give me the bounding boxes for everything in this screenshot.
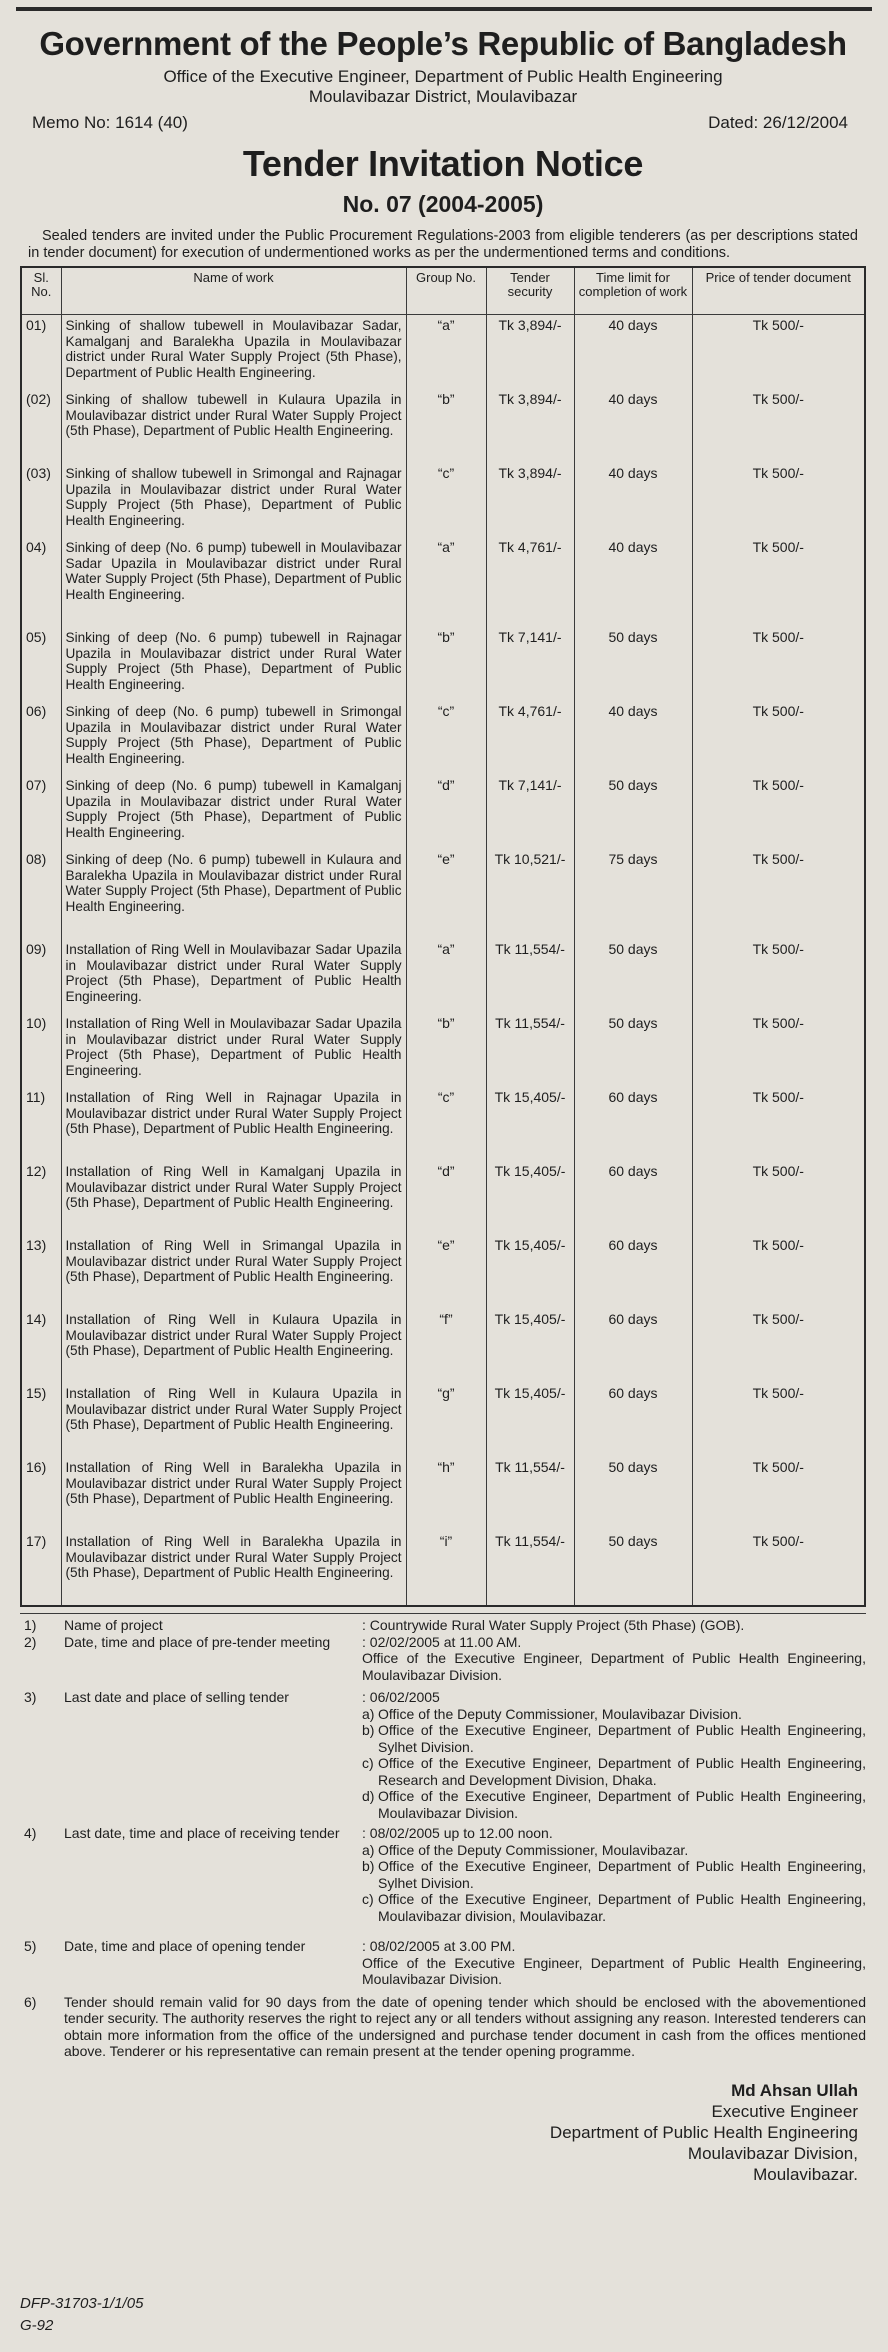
condition-value	[362, 1634, 866, 1684]
condition-label: Name of project	[64, 1617, 163, 1633]
cell-time: 40 days	[574, 315, 692, 390]
cell-sl: 04)	[21, 537, 61, 627]
condition-value	[362, 1689, 866, 1821]
cell-group: “d”	[406, 1161, 486, 1235]
cell-time: 50 days	[574, 939, 692, 1013]
cell-security: Tk 15,405/-	[486, 1161, 574, 1235]
cell-name: Sinking of deep (No. 6 pump) tubewell in Kulaura and Baralekha Upazila in Moulavibazar district under Rural Water Supply Project (5th Phase), Department of Public Health Engineering.	[61, 849, 406, 939]
cell-sl: 12)	[21, 1161, 61, 1235]
cell-price: Tk 500/-	[692, 1013, 865, 1087]
cell-price: Tk 500/-	[692, 701, 865, 775]
cell-group: “e”	[406, 849, 486, 939]
sub-text: Office of the Executive Engineer, Department of Public Health Engineering, Moulavibazar Division.	[378, 1788, 866, 1821]
header-price: Price of tender document	[692, 267, 865, 315]
header-name: Name of work	[61, 267, 406, 315]
condition-6	[20, 1994, 866, 2060]
table-row	[21, 1013, 865, 1087]
sub-item	[362, 1706, 866, 1723]
memo-number: Memo No: 1614 (40)	[32, 113, 188, 132]
table-row	[21, 775, 865, 849]
cell-time: 40 days	[574, 463, 692, 537]
condition-value	[362, 1938, 866, 1988]
condition-label: Last date, time and place of receiving tender	[64, 1825, 340, 1841]
sub-letter: b)	[362, 1722, 375, 1738]
cell-sl: 01)	[21, 315, 61, 390]
sub-text: Office of the Executive Engineer, Department of Public Health Engineering, Sylhet Division.	[378, 1858, 866, 1891]
condition-5	[20, 1938, 866, 1988]
condition-label: Last date and place of selling tender	[64, 1689, 289, 1705]
condition-number: 2)	[24, 1633, 37, 1650]
condition-4	[20, 1825, 866, 1924]
works-table	[20, 266, 866, 1607]
cell-security: Tk 10,521/-	[486, 849, 574, 939]
cell-name: Installation of Ring Well in Moulavibazar Sadar Upazila in Moulavibazar district under Rural Water Supply Project (5th Phase), Department of Public Health Engineering.	[61, 1013, 406, 1087]
cell-name: Installation of Ring Well in Baralekha Upazila in Moulavibazar district under Rural Water Supply Project (5th Phase), Department of Public Health Engineering.	[61, 1531, 406, 1606]
cell-group: “f”	[406, 1309, 486, 1383]
cell-security: Tk 11,554/-	[486, 939, 574, 1013]
condition-value	[362, 1825, 866, 1924]
cell-security: Tk 15,405/-	[486, 1309, 574, 1383]
sub-item	[362, 1891, 866, 1924]
cell-sl: (03)	[21, 463, 61, 537]
cell-group: “e”	[406, 1235, 486, 1309]
works-table-body	[21, 315, 865, 1607]
cell-sl: 15)	[21, 1383, 61, 1457]
condition-label: Date, time and place of opening tender	[64, 1938, 306, 1954]
sub-text: Office of the Deputy Commissioner, Moulavibazar.	[378, 1841, 689, 1858]
cell-sl: 13)	[21, 1235, 61, 1309]
cell-security: Tk 15,405/-	[486, 1087, 574, 1161]
tender-notice-page	[10, 7, 878, 2337]
notice-number: No. 07 (2004-2005)	[342, 191, 544, 217]
cell-security: Tk 4,761/-	[486, 701, 574, 775]
condition-label: Date, time and place of pre-tender meeting	[64, 1633, 331, 1650]
cell-group: “g”	[406, 1383, 486, 1457]
sub-letter: a)	[362, 1705, 375, 1722]
sub-letter: b)	[362, 1858, 375, 1874]
sub-item	[362, 1755, 866, 1788]
cell-price: Tk 500/-	[692, 1235, 865, 1309]
top-border	[16, 7, 872, 11]
cell-name: Sinking of shallow tubewell in Srimongal and Rajnagar Upazila in Moulavibazar district under Rural Water Supply Project (5th Phase), Department of Public Health Engineering.	[61, 463, 406, 537]
publication-reference	[20, 2293, 143, 2337]
cell-sl: 05)	[21, 627, 61, 701]
cell-time: 60 days	[574, 1161, 692, 1235]
cell-group: “d”	[406, 775, 486, 849]
table-row	[21, 1309, 865, 1383]
cell-time: 75 days	[574, 849, 692, 939]
cell-name: Sinking of deep (No. 6 pump) tubewell in Srimongal Upazila in Moulavibazar district under Rural Water Supply Project (5th Phase), Department of Public Health Engineering.	[61, 701, 406, 775]
cell-price: Tk 500/-	[692, 1161, 865, 1235]
table-row	[21, 1235, 865, 1309]
memo-date: Dated: 26/12/2004	[708, 113, 848, 132]
signatory-name: Md Ahsan Ullah	[731, 2080, 858, 2100]
table-row	[21, 701, 865, 775]
cell-security: Tk 11,554/-	[486, 1013, 574, 1087]
condition-date: : 02/02/2005 at 11.00 AM.	[362, 1633, 522, 1650]
cell-time: 50 days	[574, 775, 692, 849]
cell-group: “c”	[406, 463, 486, 537]
condition-place: Office of the Executive Engineer, Department of Public Health Engineering, Moulavibazar Division.	[362, 1650, 866, 1683]
signatory-designation: Executive Engineer	[711, 2101, 858, 2121]
condition-number: 4)	[24, 1825, 37, 1841]
header-time: Time limit for completion of work	[574, 267, 692, 315]
cell-price: Tk 500/-	[692, 939, 865, 1013]
cell-name: Sinking of deep (No. 6 pump) tubewell in Kamalganj Upazila in Moulavibazar district under Rural Water Supply Project (5th Phase), Department of Public Health Engineering.	[61, 775, 406, 849]
office-line-2: Moulavibazar District, Moulavibazar	[308, 87, 578, 106]
notice-intro: Sealed tenders are invited under the Public Procurement Regulations-2003 from eligible tenderers (as per descriptions stated in tender document) for execution of undermentioned works as per the undermentioned terms and conditions.	[28, 228, 858, 261]
cell-group: “i”	[406, 1531, 486, 1606]
table-row	[21, 939, 865, 1013]
cell-security: Tk 11,554/-	[486, 1457, 574, 1531]
cell-price: Tk 500/-	[692, 1309, 865, 1383]
conditions-section	[20, 1613, 866, 2060]
sub-text: Office of the Executive Engineer, Department of Public Health Engineering, Research and Development Division, Dhaka.	[378, 1755, 866, 1788]
cell-name: Sinking of shallow tubewell in Moulavibazar Sadar, Kamalganj and Baralekha Upazila in Moulavibazar district under Rural Water Supply Project (5th Phase), Department of Public Health Engineering.	[61, 315, 406, 390]
cell-price: Tk 500/-	[692, 1531, 865, 1606]
cell-price: Tk 500/-	[692, 1457, 865, 1531]
cell-price: Tk 500/-	[692, 1087, 865, 1161]
condition-3	[20, 1689, 866, 1821]
cell-name: Installation of Ring Well in Moulavibazar Sadar Upazila in Moulavibazar district under Rural Water Supply Project (5th Phase), Department of Public Health Engineering.	[61, 939, 406, 1013]
signatory-division: Moulavibazar Division,	[687, 2143, 858, 2163]
cell-group: “a”	[406, 315, 486, 390]
signatory-place: Moulavibazar.	[753, 2164, 858, 2184]
cell-sl: 16)	[21, 1457, 61, 1531]
sub-letter: d)	[362, 1788, 375, 1804]
cell-time: 50 days	[574, 1531, 692, 1606]
condition-1	[20, 1617, 866, 1634]
signature-block	[20, 2080, 866, 2185]
cell-security: Tk 3,894/-	[486, 315, 574, 390]
cell-security: Tk 3,894/-	[486, 463, 574, 537]
header-security: Tender security	[486, 267, 574, 315]
signatory-department: Department of Public Health Engineering	[549, 2122, 858, 2142]
sub-item	[362, 1722, 866, 1755]
condition-number: 6)	[24, 1993, 37, 2010]
sub-item	[362, 1842, 866, 1859]
cell-name: Installation of Ring Well in Rajnagar Upazila in Moulavibazar district under Rural Water Supply Project (5th Phase), Department of Public Health Engineering.	[61, 1087, 406, 1161]
cell-name: Installation of Ring Well in Srimangal Upazila in Moulavibazar district under Rural Water Supply Project (5th Phase), Department of Public Health Engineering.	[61, 1235, 406, 1309]
cell-name: Installation of Ring Well in Baralekha Upazila in Moulavibazar district under Rural Water Supply Project (5th Phase), Department of Public Health Engineering.	[61, 1457, 406, 1531]
cell-group: “a”	[406, 939, 486, 1013]
header-group: Group No.	[406, 267, 486, 315]
cell-sl: 14)	[21, 1309, 61, 1383]
table-row	[21, 463, 865, 537]
table-row	[21, 849, 865, 939]
cell-sl: (02)	[21, 389, 61, 463]
condition-place: Office of the Executive Engineer, Department of Public Health Engineering, Moulavibazar Division.	[362, 1954, 866, 1987]
table-row	[21, 389, 865, 463]
table-row	[21, 1161, 865, 1235]
table-row	[21, 315, 865, 390]
cell-sl: 07)	[21, 775, 61, 849]
cell-security: Tk 7,141/-	[486, 775, 574, 849]
cell-price: Tk 500/-	[692, 537, 865, 627]
sub-letter: a)	[362, 1841, 375, 1858]
cell-name: Sinking of deep (No. 6 pump) tubewell in Moulavibazar Sadar Upazila in Moulavibazar district under Rural Water Supply Project (5th Phase), Department of Public Health Engineering.	[61, 537, 406, 627]
cell-sl: 08)	[21, 849, 61, 939]
cell-price: Tk 500/-	[692, 849, 865, 939]
cell-name: Sinking of deep (No. 6 pump) tubewell in Rajnagar Upazila in Moulavibazar district under Rural Water Supply Project (5th Phase), Department of Public Health Engineering.	[61, 627, 406, 701]
cell-security: Tk 11,554/-	[486, 1531, 574, 1606]
office-heading	[20, 67, 866, 107]
cell-security: Tk 15,405/-	[486, 1383, 574, 1457]
cell-name: Sinking of shallow tubewell in Kulaura Upazila in Moulavibazar district under Rural Water Supply Project (5th Phase), Department of Public Health Engineering.	[61, 389, 406, 463]
table-row	[21, 1531, 865, 1606]
sub-item	[362, 1858, 866, 1891]
cell-sl: 10)	[21, 1013, 61, 1087]
cell-name: Installation of Ring Well in Kulaura Upazila in Moulavibazar district under Rural Water Supply Project (5th Phase), Department of Public Health Engineering.	[61, 1383, 406, 1457]
notice-title: Tender Invitation Notice	[242, 143, 644, 184]
table-row	[21, 537, 865, 627]
table-header-row	[21, 267, 865, 315]
condition-date: : 06/02/2005	[362, 1689, 440, 1705]
cell-price: Tk 500/-	[692, 775, 865, 849]
cell-group: “c”	[406, 1087, 486, 1161]
cell-security: Tk 4,761/-	[486, 537, 574, 627]
cell-group: “b”	[406, 627, 486, 701]
office-line-1: Office of the Executive Engineer, Department of Public Health Engineering	[163, 67, 723, 86]
cell-time: 50 days	[574, 1457, 692, 1531]
table-row	[21, 1383, 865, 1457]
table-row	[21, 1457, 865, 1531]
cell-time: 60 days	[574, 1087, 692, 1161]
cell-sl: 09)	[21, 939, 61, 1013]
memo-row	[20, 113, 866, 133]
sub-item	[362, 1788, 866, 1821]
cell-price: Tk 500/-	[692, 1383, 865, 1457]
cell-sl: 06)	[21, 701, 61, 775]
cell-time: 60 days	[574, 1309, 692, 1383]
condition-text: Tender should remain valid for 90 days from the date of opening tender which should be enclosed with the abovementioned tender security. The authority reserves the right to reject any or all tenders without assigning any reason. Interested tenderers can obtain more information from the office of the undersigned and purchase tender document in cash from the offices mentioned above. Tenderer or his representative can remain present at the tender opening programme.	[64, 1993, 866, 2059]
cell-time: 60 days	[574, 1383, 692, 1457]
cell-group: “h”	[406, 1457, 486, 1531]
cell-time: 40 days	[574, 701, 692, 775]
condition-value: : Countrywide Rural Water Supply Project (5th Phase) (GOB).	[362, 1617, 745, 1633]
table-row	[21, 1087, 865, 1161]
g-reference: G-92	[20, 2317, 54, 2334]
cell-sl: 17)	[21, 1531, 61, 1606]
cell-security: Tk 7,141/-	[486, 627, 574, 701]
condition-number: 3)	[24, 1689, 37, 1705]
sub-letter: c)	[362, 1755, 374, 1771]
cell-group: “a”	[406, 537, 486, 627]
cell-group: “b”	[406, 1013, 486, 1087]
cell-price: Tk 500/-	[692, 627, 865, 701]
cell-time: 40 days	[574, 389, 692, 463]
cell-price: Tk 500/-	[692, 389, 865, 463]
cell-time: 40 days	[574, 537, 692, 627]
sub-text: Office of the Executive Engineer, Department of Public Health Engineering, Moulavibazar division, Moulavibazar.	[378, 1891, 866, 1924]
cell-name: Installation of Ring Well in Kulaura Upazila in Moulavibazar district under Rural Water Supply Project (5th Phase), Department of Public Health Engineering.	[61, 1309, 406, 1383]
header-sl: Sl. No.	[21, 267, 61, 315]
cell-group: “c”	[406, 701, 486, 775]
condition-date: : 08/02/2005 up to 12.00 noon.	[362, 1825, 553, 1841]
table-row	[21, 627, 865, 701]
cell-security: Tk 15,405/-	[486, 1235, 574, 1309]
cell-time: 50 days	[574, 627, 692, 701]
condition-2	[20, 1634, 866, 1684]
cell-name: Installation of Ring Well in Kamalganj Upazila in Moulavibazar district under Rural Water Supply Project (5th Phase), Department of Public Health Engineering.	[61, 1161, 406, 1235]
condition-number: 5)	[24, 1938, 37, 1954]
condition-number: 1)	[24, 1617, 37, 1633]
cell-sl: 11)	[21, 1087, 61, 1161]
cell-price: Tk 500/-	[692, 315, 865, 390]
condition-date: : 08/02/2005 at 3.00 PM.	[362, 1938, 516, 1954]
government-heading: Government of the People’s Republic of Bangladesh	[39, 25, 847, 62]
cell-time: 60 days	[574, 1235, 692, 1309]
cell-group: “b”	[406, 389, 486, 463]
cell-price: Tk 500/-	[692, 463, 865, 537]
sub-text: Office of the Deputy Commissioner, Moulavibazar Division.	[378, 1705, 742, 1722]
sub-text: Office of the Executive Engineer, Department of Public Health Engineering, Sylhet Division.	[378, 1722, 866, 1755]
cell-time: 50 days	[574, 1013, 692, 1087]
cell-security: Tk 3,894/-	[486, 389, 574, 463]
sub-letter: c)	[362, 1891, 374, 1907]
dfp-reference: DFP-31703-1/1/05	[20, 2295, 144, 2312]
